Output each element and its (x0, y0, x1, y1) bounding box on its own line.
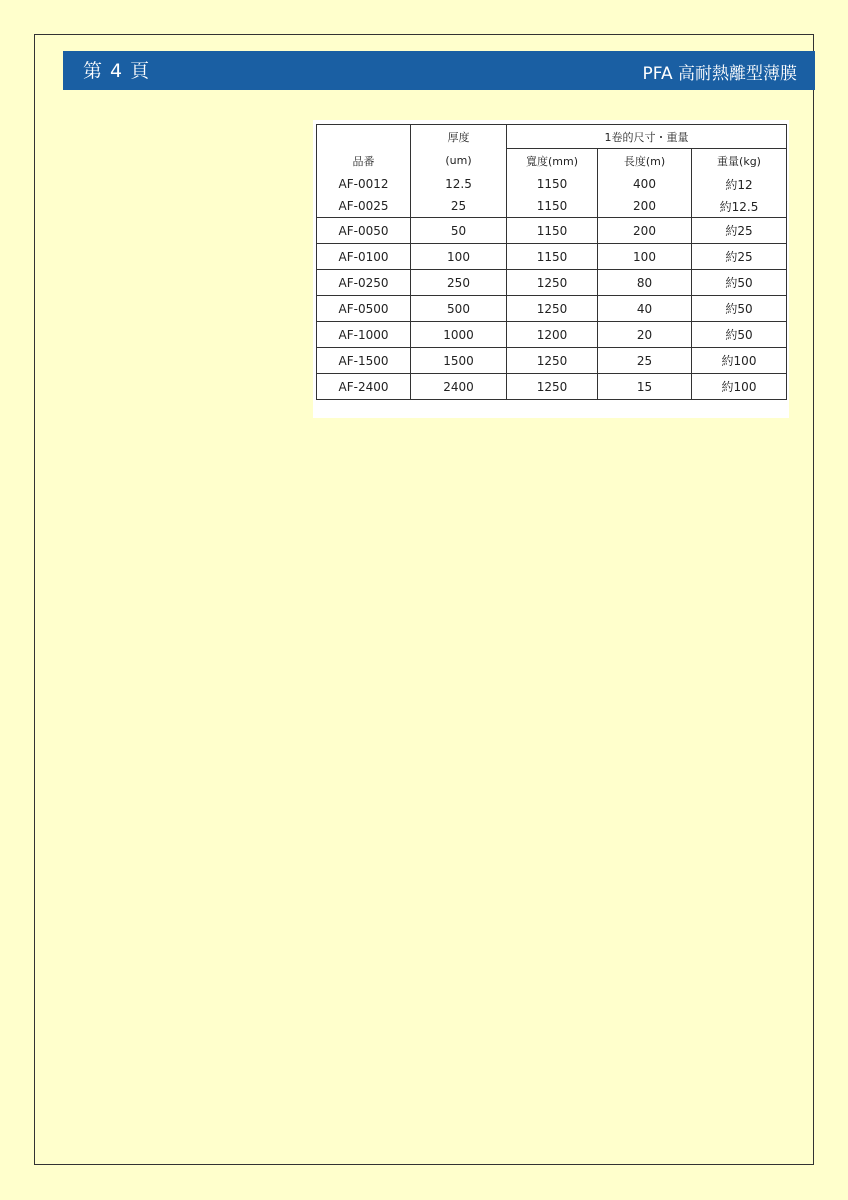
table-row (317, 322, 787, 348)
table-cell: 1150 (507, 218, 598, 244)
table-cell: 200 (598, 195, 692, 218)
table-row (317, 270, 787, 296)
table-cell: 約25 (692, 218, 787, 244)
column-header-length: 長度(m) (598, 149, 692, 174)
table-cell: 100 (598, 244, 692, 270)
table-cell: AF-0025 (317, 195, 411, 218)
table-cell: 200 (598, 218, 692, 244)
table-cell: AF-2400 (317, 374, 411, 400)
table-cell: 1150 (507, 244, 598, 270)
column-header-weight: 重量(kg) (692, 149, 787, 174)
header-cell-roll-group: 1卷的尺寸・重量 (507, 125, 787, 149)
table-row (317, 348, 787, 374)
header-cell-empty (317, 125, 411, 149)
table-row (317, 374, 787, 400)
table-cell: 250 (411, 270, 507, 296)
header-bar (63, 51, 815, 90)
table-cell: 約50 (692, 270, 787, 296)
table-row (317, 244, 787, 270)
table-cell: AF-0250 (317, 270, 411, 296)
table-cell: 約100 (692, 374, 787, 400)
table-cell: 1150 (507, 195, 598, 218)
header-cell-thickness: 厚度 (411, 125, 507, 149)
table-cell: 400 (598, 173, 692, 195)
table-cell: 25 (411, 195, 507, 218)
table-cell: 約100 (692, 348, 787, 374)
table-cell: 25 (598, 348, 692, 374)
table-cell: AF-0050 (317, 218, 411, 244)
table-cell: 約25 (692, 244, 787, 270)
table-cell: 1250 (507, 296, 598, 322)
table-cell: AF-0500 (317, 296, 411, 322)
table-cell: 12.5 (411, 173, 507, 195)
header-row-1 (317, 125, 787, 149)
table-row (317, 173, 787, 195)
table-row (317, 195, 787, 218)
table-cell: 40 (598, 296, 692, 322)
table-cell: AF-0012 (317, 173, 411, 195)
table-cell: 1150 (507, 173, 598, 195)
table-cell: 1250 (507, 348, 598, 374)
page-number: 第 4 頁 (83, 60, 151, 82)
table-cell: AF-0100 (317, 244, 411, 270)
table-cell: 1200 (507, 322, 598, 348)
column-header-width: 寬度(mm) (507, 149, 598, 174)
table-cell: 100 (411, 244, 507, 270)
table-cell: 20 (598, 322, 692, 348)
table-row (317, 296, 787, 322)
spec-table (316, 124, 787, 400)
table-cell: 1250 (507, 270, 598, 296)
table-cell: AF-1500 (317, 348, 411, 374)
table-cell: 50 (411, 218, 507, 244)
table-cell: 15 (598, 374, 692, 400)
table-cell: 約12 (692, 173, 787, 195)
table-cell: AF-1000 (317, 322, 411, 348)
header-row-2 (317, 149, 787, 174)
table-cell: 1500 (411, 348, 507, 374)
table-cell: 1000 (411, 322, 507, 348)
table-cell: 約50 (692, 296, 787, 322)
column-header-part-no: 品番 (317, 149, 411, 174)
table-cell: 約50 (692, 322, 787, 348)
table-cell: 1250 (507, 374, 598, 400)
spec-table-box (313, 120, 789, 418)
document-title: PFA 高耐熱離型薄膜 (642, 64, 797, 84)
table-cell: 約12.5 (692, 195, 787, 218)
table-cell: 80 (598, 270, 692, 296)
column-header-thickness-unit: (um) (411, 149, 507, 174)
table-row (317, 218, 787, 244)
table-cell: 500 (411, 296, 507, 322)
table-cell: 2400 (411, 374, 507, 400)
